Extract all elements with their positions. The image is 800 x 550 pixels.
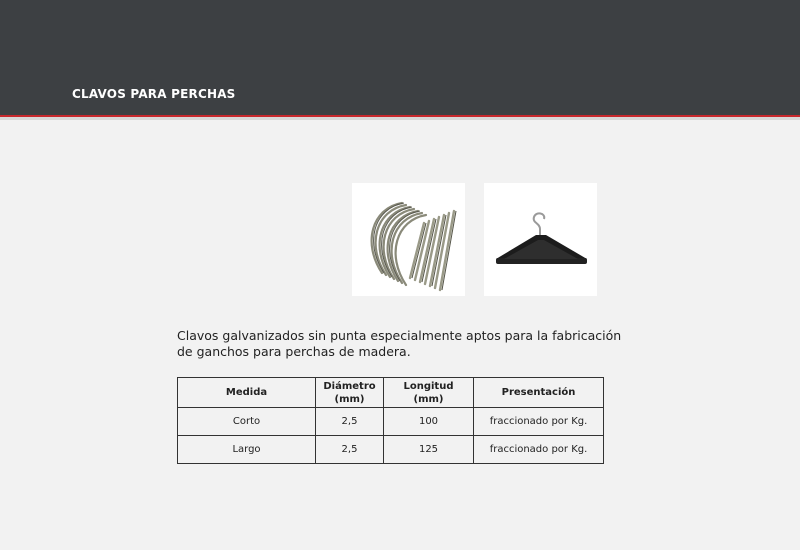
cell-longitud: 100: [384, 408, 474, 436]
percha-madera-image: [484, 183, 597, 296]
header-presentacion: Presentación: [474, 378, 604, 408]
header-longitud-label: Longitud: [403, 380, 454, 392]
cell-presentacion: fraccionado por Kg.: [474, 408, 604, 436]
product-description: Clavos galvanizados sin punta especialmente aptos para la fabricación de ganchos para perchas de madera.: [177, 328, 622, 359]
cell-diametro: 2,5: [316, 436, 384, 464]
table-row: [178, 436, 604, 464]
cell-diametro: 2,5: [316, 408, 384, 436]
table-header-row: [178, 378, 604, 408]
cell-longitud: 125: [384, 436, 474, 464]
header-diametro-label: Diámetro: [323, 380, 376, 392]
header-longitud: [384, 378, 474, 408]
cell-presentacion: fraccionado por Kg.: [474, 436, 604, 464]
cell-medida: Corto: [178, 408, 316, 436]
header-divider: [0, 117, 800, 120]
header-longitud-unit: (mm): [413, 393, 444, 405]
header-medida: Medida: [178, 378, 316, 408]
page-title: CLAVOS PARA PERCHAS: [72, 87, 236, 101]
clavos-galvanizados-image: [352, 183, 465, 296]
header-diametro: [316, 378, 384, 408]
cell-medida: Largo: [178, 436, 316, 464]
table-row: [178, 408, 604, 436]
spec-table: [177, 377, 604, 464]
header-diametro-unit: (mm): [334, 393, 365, 405]
